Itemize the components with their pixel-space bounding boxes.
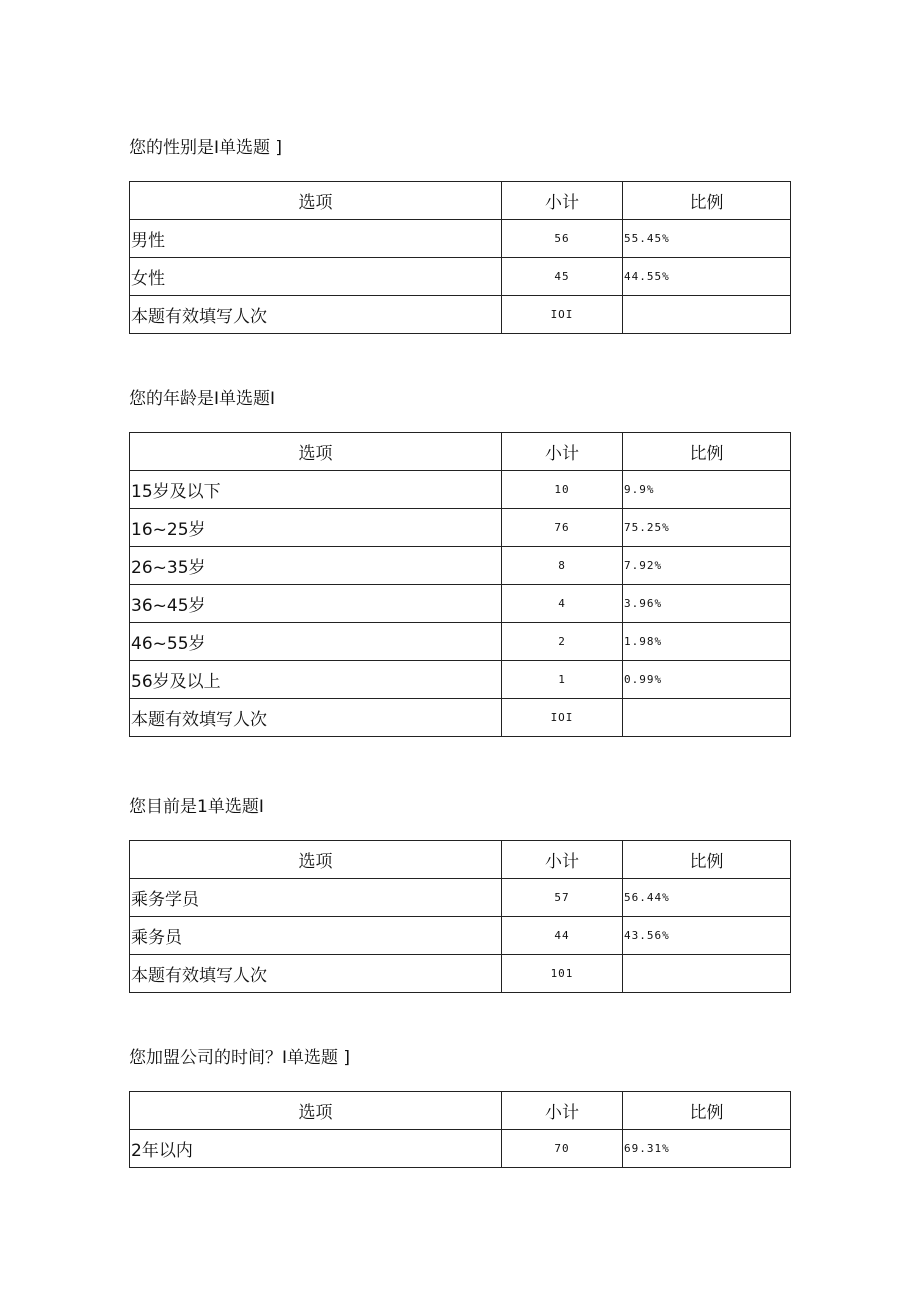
ratio-cell: 43.56% <box>623 917 791 955</box>
gender-table <box>129 181 791 334</box>
age-table <box>129 432 791 737</box>
table-row <box>130 1130 791 1168</box>
header-count: 小计 <box>502 182 623 220</box>
section-title-status: 您目前是1单选题Ι <box>129 797 264 817</box>
count-cell: IOI <box>502 296 623 334</box>
header-count: 小计 <box>502 1092 623 1130</box>
count-cell: 10 <box>502 471 623 509</box>
header-ratio: 比例 <box>623 1092 791 1130</box>
table-row-total <box>130 955 791 993</box>
table-row <box>130 661 791 699</box>
header-option: 选项 <box>130 433 502 471</box>
option-cell: 26~35岁 <box>130 547 502 585</box>
ratio-cell <box>623 955 791 993</box>
count-cell: 8 <box>502 547 623 585</box>
count-cell: 1 <box>502 661 623 699</box>
ratio-cell <box>623 699 791 737</box>
header-count: 小计 <box>502 841 623 879</box>
count-cell: 57 <box>502 879 623 917</box>
header-option: 选项 <box>130 841 502 879</box>
ratio-cell: 9.9% <box>623 471 791 509</box>
ratio-cell: 56.44% <box>623 879 791 917</box>
section-title-gender: 您的性别是Ι单选题 ] <box>129 138 283 158</box>
count-cell: 44 <box>502 917 623 955</box>
table-row <box>130 471 791 509</box>
table-row <box>130 220 791 258</box>
status-table <box>129 840 791 993</box>
table-row-total <box>130 296 791 334</box>
count-cell: 101 <box>502 955 623 993</box>
option-cell: 56岁及以上 <box>130 661 502 699</box>
table-row <box>130 623 791 661</box>
header-ratio: 比例 <box>623 841 791 879</box>
option-cell: 本题有效填写人次 <box>130 296 502 334</box>
header-option: 选项 <box>130 1092 502 1130</box>
tenure-table <box>129 1091 791 1168</box>
option-cell: 乘务学员 <box>130 879 502 917</box>
option-cell: 女性 <box>130 258 502 296</box>
header-count: 小计 <box>502 433 623 471</box>
ratio-cell: 1.98% <box>623 623 791 661</box>
table-row <box>130 258 791 296</box>
table-header-row <box>130 433 791 471</box>
count-cell: 45 <box>502 258 623 296</box>
ratio-cell: 7.92% <box>623 547 791 585</box>
ratio-cell <box>623 296 791 334</box>
ratio-cell: 3.96% <box>623 585 791 623</box>
option-cell: 2年以内 <box>130 1130 502 1168</box>
ratio-cell: 44.55% <box>623 258 791 296</box>
table-row <box>130 879 791 917</box>
option-cell: 36~45岁 <box>130 585 502 623</box>
option-cell: 本题有效填写人次 <box>130 699 502 737</box>
section-title-age: 您的年龄是Ι单选题Ι <box>129 389 276 409</box>
ratio-cell: 75.25% <box>623 509 791 547</box>
ratio-cell: 0.99% <box>623 661 791 699</box>
option-cell: 15岁及以下 <box>130 471 502 509</box>
header-ratio: 比例 <box>623 182 791 220</box>
table-row <box>130 917 791 955</box>
table-row <box>130 547 791 585</box>
count-cell: 76 <box>502 509 623 547</box>
option-cell: 本题有效填写人次 <box>130 955 502 993</box>
count-cell: 2 <box>502 623 623 661</box>
table-row <box>130 509 791 547</box>
ratio-cell: 69.31% <box>623 1130 791 1168</box>
option-cell: 乘务员 <box>130 917 502 955</box>
table-header-row <box>130 182 791 220</box>
option-cell: 16~25岁 <box>130 509 502 547</box>
section-title-tenure: 您加盟公司的时间？Ι单选题 ] <box>129 1048 351 1068</box>
count-cell: IOI <box>502 699 623 737</box>
table-row <box>130 585 791 623</box>
option-cell: 男性 <box>130 220 502 258</box>
table-row-total <box>130 699 791 737</box>
ratio-cell: 55.45% <box>623 220 791 258</box>
table-header-row <box>130 1092 791 1130</box>
count-cell: 70 <box>502 1130 623 1168</box>
header-ratio: 比例 <box>623 433 791 471</box>
header-option: 选项 <box>130 182 502 220</box>
count-cell: 56 <box>502 220 623 258</box>
table-header-row <box>130 841 791 879</box>
option-cell: 46~55岁 <box>130 623 502 661</box>
count-cell: 4 <box>502 585 623 623</box>
